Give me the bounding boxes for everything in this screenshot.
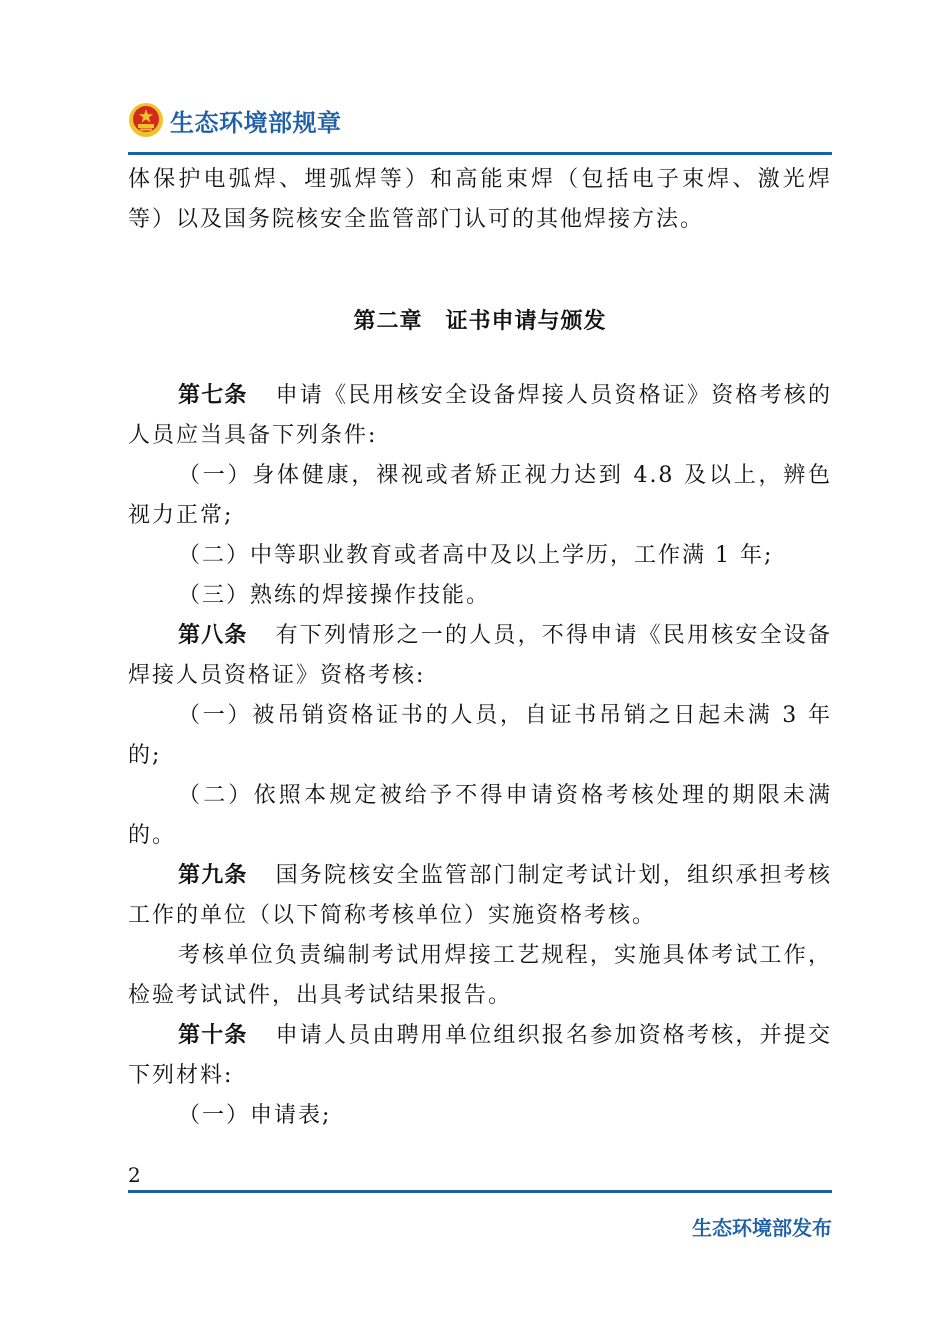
header-divider	[128, 152, 832, 155]
article-8	[128, 616, 832, 696]
article-label: 第十条	[178, 1023, 248, 1048]
paragraph-continuation: 体保护电弧焊、埋弧焊等）和高能束焊（包括电子束焊、激光焊等）以及国务院核安全监管部门认可的其他焊接方法。	[128, 167, 832, 232]
list-item: （三）熟练的焊接操作技能。	[178, 583, 491, 608]
article-text: 有下列情形之一的人员，不得申请《民用核安全设备焊接人员资格证》资格考核:	[128, 623, 832, 688]
chapter-title: 第二章 证书申请与颁发	[353, 309, 607, 334]
article-text: 申请人员由聘用单位组织报名参加资格考核，并提交下列材料:	[128, 1023, 832, 1088]
article-label: 第七条	[178, 383, 248, 408]
article-text: 国务院核安全监管部门制定考试计划，组织承担考核工作的单位（以下简称考核单位）实施资格考核。	[128, 863, 832, 928]
header-title: 生态环境部规章	[170, 108, 342, 137]
article-label: 第八条	[178, 623, 248, 648]
article-9	[128, 856, 832, 936]
document-body	[128, 160, 832, 1136]
publisher-label: 生态环境部发布	[692, 1216, 832, 1240]
article-10	[128, 1016, 832, 1096]
list-item: （二）依照本规定被给予不得申请资格考核处理的期限未满的。	[128, 783, 832, 848]
article-7	[128, 376, 832, 456]
article-label: 第九条	[178, 863, 248, 888]
footer-divider	[128, 1190, 832, 1193]
list-item: （一）被吊销资格证书的人员，自证书吊销之日起未满 3 年的;	[128, 703, 832, 768]
list-item: （二）中等职业教育或者高中及以上学历，工作满 1 年;	[178, 543, 774, 568]
page-header	[128, 98, 342, 142]
national-emblem-icon	[128, 102, 164, 138]
paragraph: 考核单位负责编制考试用焊接工艺规程，实施具体考试工作，检验考试试件，出具考试结果报告。	[128, 943, 832, 1008]
page-number: 2	[128, 1163, 141, 1187]
list-item: （一）身体健康，裸视或者矫正视力达到 4.8 及以上，辨色视力正常;	[128, 463, 832, 528]
list-item: （一）申请表;	[178, 1103, 332, 1128]
article-text: 申请《民用核安全设备焊接人员资格证》资格考核的人员应当具备下列条件:	[128, 383, 832, 448]
